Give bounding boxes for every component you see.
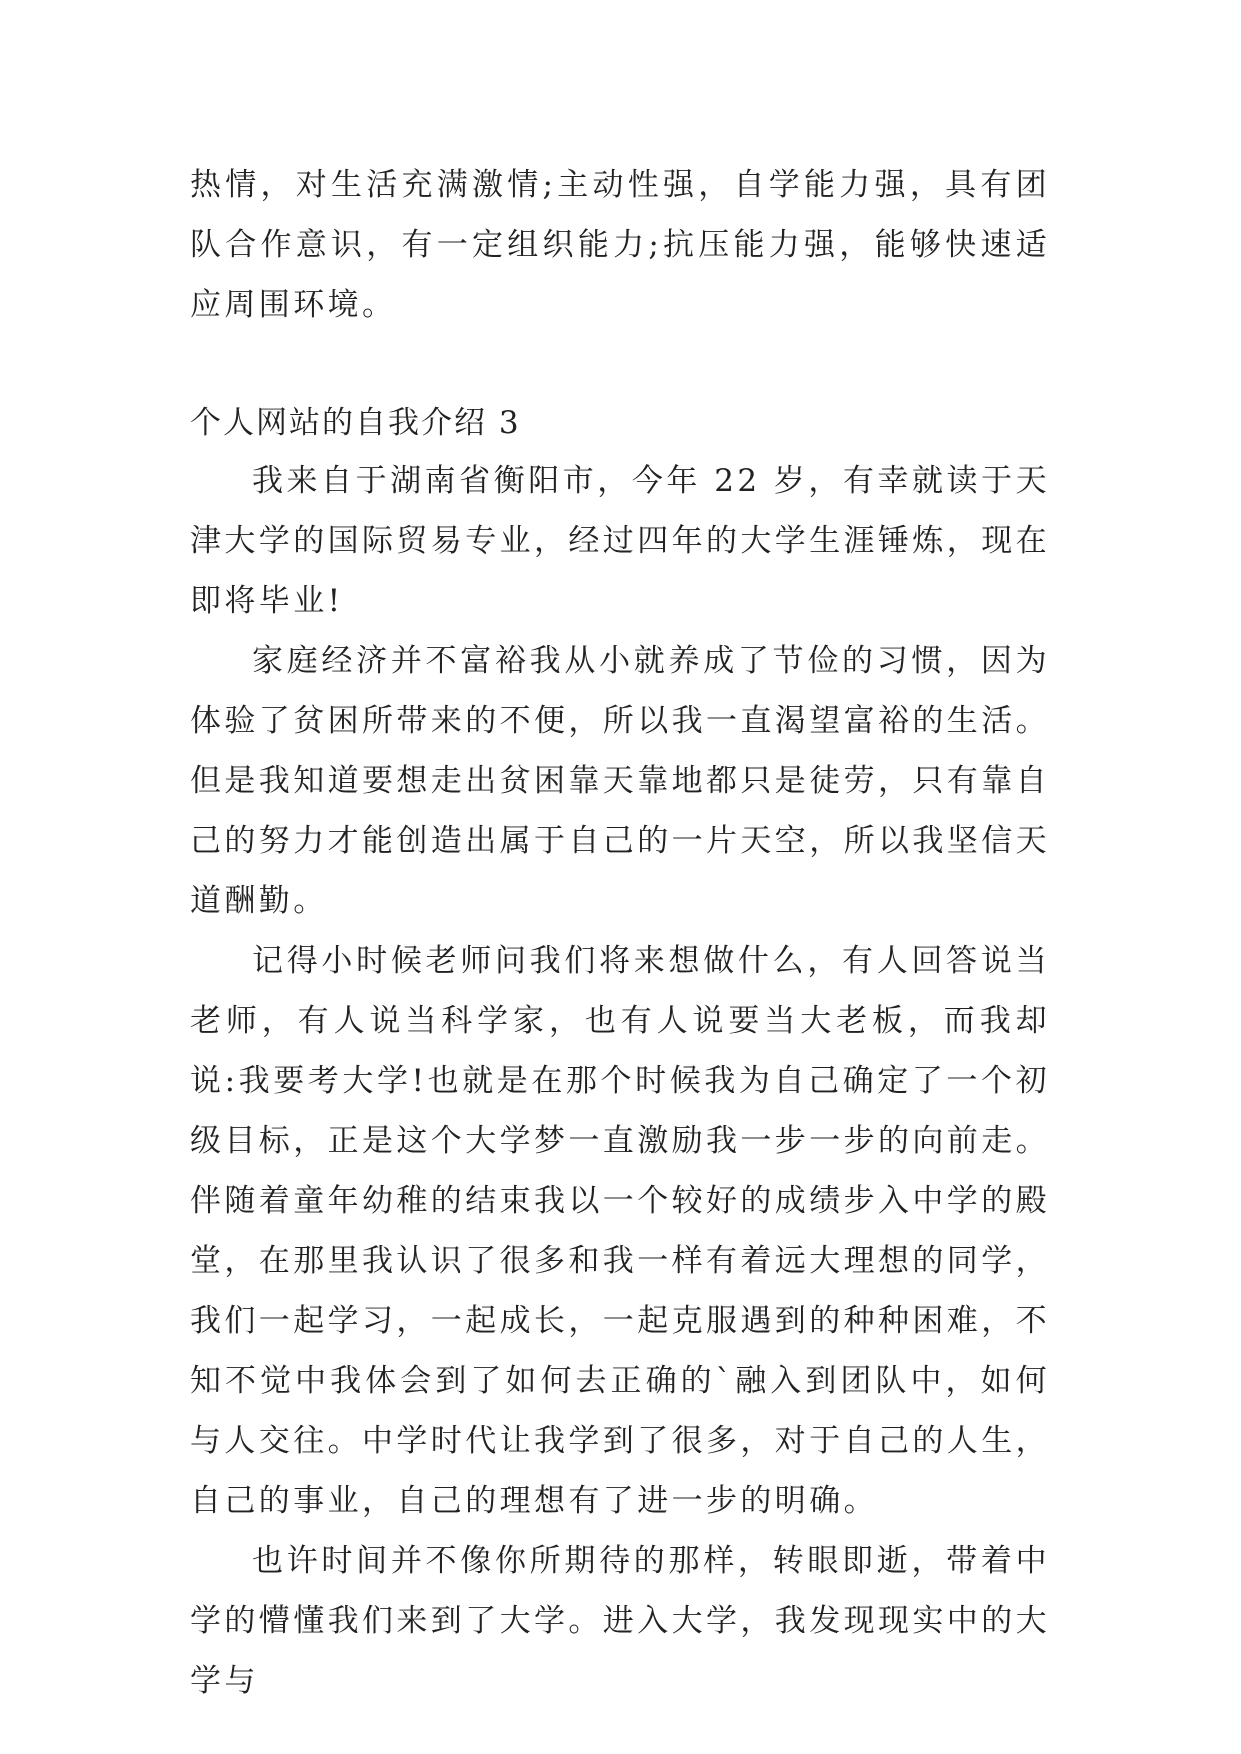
paragraph-intro: 我来自于湖南省衡阳市，今年 22 岁，有幸就读于天津大学的国际贸易专业，经过四年的大学生涯锤炼，现在即将毕业! [190,463,1050,619]
paragraph-university: 也许时间并不像你所期待的那样，转眼即逝，带着中学的懵懂我们来到了大学。进入大学，我发现现实中的大学与 [190,1543,1050,1699]
paragraph-family: 家庭经济并不富裕我从小就养成了节俭的习惯，因为体验了贫困所带来的不便，所以我一直渴望富裕的生活。但是我知道要想走出贫困靠天靠地都只是徒劳，只有靠自己的努力才能创造出属于自己的一片天空，所以我坚信天道酬勤。 [190,643,1050,919]
body-paragraphs [190,451,1050,1711]
paragraph-childhood: 记得小时候老师问我们将来想做什么，有人回答说当老师，有人说当科学家，也有人说要当大老板，而我却说:我要考大学!也就是在那个时候我为自己确定了一个初级目标，正是这个大学梦一直激励我一步一步的向前走。伴随着童年幼稚的结束我以一个较好的成绩步入中学的殿堂，在那里我认识了很多和我一样有着远大理想的同学，我们一起学习，一起成长，一起克服遇到的种种困难，不知不觉中我体会到了如何去正确的`融入到团队中，如何与人交往。中学时代让我学到了很多，对于自己的人生，自己的事业，自己的理想有了进一步的明确。 [190,943,1050,1519]
continued-paragraph-block [190,155,1050,335]
continued-paragraph: 热情，对生活充满激情;主动性强，自学能力强，具有团队合作意识，有一定组织能力;抗压能力强，能够快速适应周围环境。 [190,167,1050,323]
section-heading: 个人网站的自我介绍 3 [190,405,521,441]
